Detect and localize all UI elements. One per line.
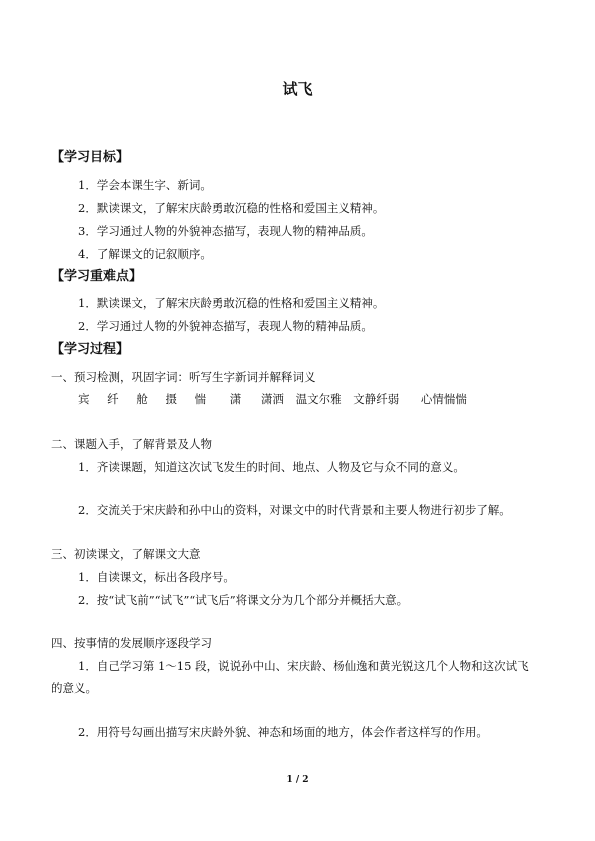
part4-item: 1．自己学习第 1～15 段，说说孙中山、宋庆龄、杨仙逸和黄光锐这几个人物和这次试飞 <box>78 659 529 673</box>
vocab-word: 纤 <box>107 392 119 406</box>
part4-title: 四、按事情的发展顺序逐段学习 <box>51 636 212 650</box>
page-title: 试飞 <box>282 80 313 98</box>
vocab-word: 惴 <box>194 392 207 406</box>
keypoint-item: 1．默读课文，了解宋庆龄勇敢沉稳的性格和爱国主义精神。 <box>78 296 385 310</box>
vocab-list <box>78 391 481 407</box>
part2-title: 二、课题入手，了解背景及人物 <box>51 437 212 451</box>
goal-item: 4．了解课文的记叙顺序。 <box>78 247 212 261</box>
process-heading: 【学习过程】 <box>51 342 130 357</box>
vocab-word: 潇洒 <box>260 392 284 406</box>
keypoint-item: 2．学习通过人物的外貌神态描写，表现人物的精神品质。 <box>78 319 373 333</box>
vocab-word: 文静纤弱 <box>353 392 400 406</box>
part4-item-continued: 的意义。 <box>51 681 97 695</box>
goals-heading: 【学习目标】 <box>51 150 130 165</box>
part1-title: 一、预习检测，巩固字词：听写生字新词并解释词义 <box>51 370 316 384</box>
part2-item: 1．齐读课题，知道这次试飞发生的时间、地点、人物及它与众不同的意义。 <box>78 460 465 474</box>
part3-title: 三、初读课文，了解课文大意 <box>51 547 201 561</box>
part3-item: 2．按“试飞前”“试飞”“试飞后”将课文分为几个部分并概括大意。 <box>78 593 409 607</box>
keypoints-heading: 【学习重难点】 <box>51 269 143 284</box>
vocab-word: 温文尔雅 <box>295 392 342 406</box>
vocab-word: 舱 <box>136 392 148 406</box>
vocab-word: 宾 <box>78 392 90 406</box>
vocab-word: 心情惴惴 <box>420 392 467 406</box>
page-number: 1 / 2 <box>286 775 309 785</box>
goal-item: 1．学会本课生字、新词。 <box>78 178 212 192</box>
part3-item: 1．自读课文，标出各段序号。 <box>78 570 235 584</box>
vocab-word: 摄 <box>165 392 177 406</box>
part4-item: 2．用符号勾画出描写宋庆龄外貌、神态和场面的地方，体会作者这样写的作用。 <box>78 725 488 739</box>
goal-item: 3．学习通过人物的外貌神态描写，表现人物的精神品质。 <box>78 224 373 238</box>
vocab-word: 潇 <box>229 392 242 406</box>
goal-item: 2．默读课文，了解宋庆龄勇敢沉稳的性格和爱国主义精神。 <box>78 201 385 215</box>
part2-item: 2．交流关于宋庆龄和孙中山的资料，对课文中的时代背景和主要人物进行初步了解。 <box>78 503 511 517</box>
